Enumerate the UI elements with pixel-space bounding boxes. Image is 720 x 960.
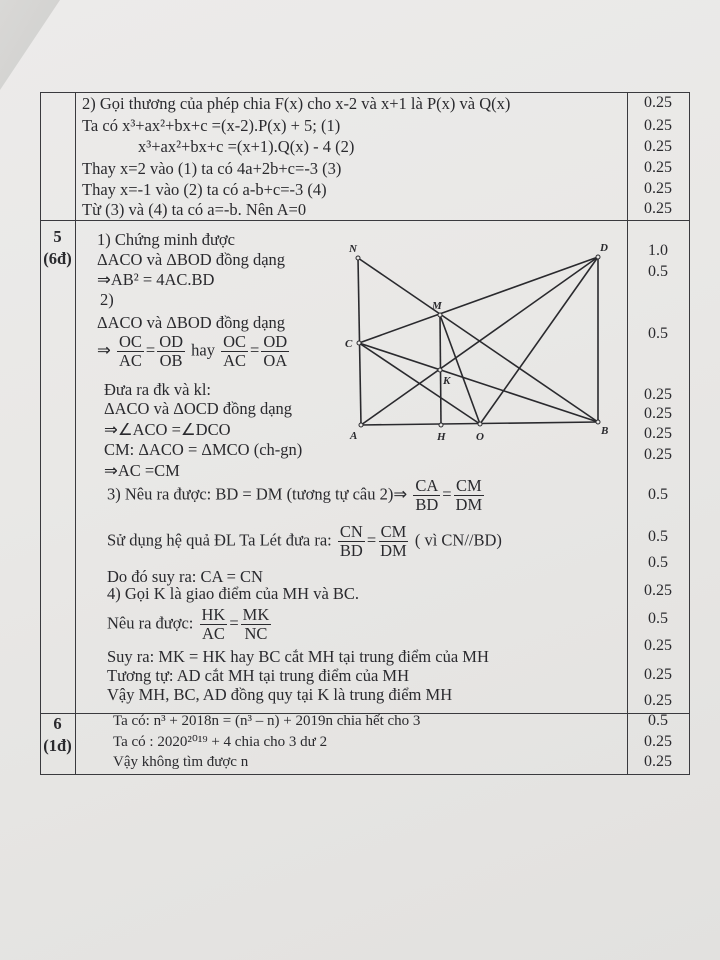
denominator: BD bbox=[339, 541, 363, 560]
text-line: Thay x=2 vào (1) ta có 4a+2b+c=-3 (3) bbox=[82, 159, 342, 178]
point-A bbox=[359, 423, 363, 427]
numerator: HK bbox=[201, 605, 226, 624]
point-C bbox=[357, 341, 361, 345]
text-line: 2) bbox=[100, 290, 114, 309]
equals: = bbox=[366, 530, 377, 550]
segment-MO bbox=[440, 315, 480, 424]
text-line: 1) Chứng minh được bbox=[97, 230, 235, 249]
question-points: (6đ) bbox=[43, 249, 72, 268]
text-line: 4) Gọi K là giao điểm của MH và BC. bbox=[107, 584, 360, 603]
label-B: B bbox=[601, 425, 609, 437]
denominator: OA bbox=[263, 351, 288, 370]
score: 0.5 bbox=[648, 263, 668, 280]
text-line: ⇒∠ACO =∠DCO bbox=[104, 420, 231, 439]
equals: = bbox=[442, 484, 452, 504]
text-line: 2) Gọi thương của phép chia F(x) cho x-2 và x+1 là P(x) và Q(x) bbox=[82, 94, 511, 113]
text-line: Vậy MH, BC, AD đồng quy tại K là trung điểm MH bbox=[107, 685, 453, 704]
label-N: N bbox=[349, 243, 357, 255]
score: 0.25 bbox=[644, 405, 672, 422]
denominator: AC bbox=[223, 351, 247, 370]
label-A: A bbox=[350, 430, 358, 442]
text-line: Từ (3) và (4) ta có a=-b. Nên A=0 bbox=[82, 200, 307, 219]
label-C: C bbox=[345, 338, 353, 350]
numerator: CA bbox=[415, 476, 439, 495]
numerator: OD bbox=[159, 332, 184, 351]
point-O bbox=[478, 422, 482, 426]
text-line: Thay x=-1 vào (2) ta có a-b+c=-3 (4) bbox=[82, 180, 327, 199]
numerator: CM bbox=[456, 476, 482, 495]
text-line: CM: ΔACO = ΔMCO (ch-gn) bbox=[104, 440, 303, 459]
numerator: CN bbox=[339, 522, 363, 541]
score: 0.5 bbox=[648, 712, 668, 729]
score: 0.25 bbox=[644, 637, 672, 654]
numerator: OC bbox=[223, 332, 247, 351]
segment-CB bbox=[359, 343, 598, 422]
equals: = bbox=[250, 340, 260, 360]
score: 0.5 bbox=[648, 554, 668, 571]
text: Nêu ra được: bbox=[107, 613, 194, 633]
conjunction: hay bbox=[191, 340, 215, 360]
point-B bbox=[596, 420, 600, 424]
text-line: Vậy không tìm được n bbox=[113, 754, 249, 770]
segment-CD bbox=[359, 257, 598, 343]
label-K: K bbox=[443, 375, 451, 387]
denominator: AC bbox=[118, 351, 142, 370]
text-line: Ta có: n³ + 2018n = (n³ – n) + 2019n chia hết cho 3 bbox=[113, 713, 421, 729]
point-H bbox=[439, 423, 443, 427]
question-points: (1đ) bbox=[43, 736, 72, 755]
equals: = bbox=[229, 613, 239, 633]
denominator: AC bbox=[201, 624, 225, 643]
text-line: Suy ra: MK = HK hay BC cắt MH tại trung điểm của MH bbox=[107, 647, 489, 666]
text-line: ⇒AC =CM bbox=[104, 461, 180, 480]
score: 0.5 bbox=[648, 528, 668, 545]
score: 0.25 bbox=[644, 692, 672, 709]
numerator: MK bbox=[242, 605, 270, 624]
denominator: BD bbox=[415, 495, 439, 514]
text-line: ΔACO và ΔBOD đồng dạng bbox=[97, 250, 286, 269]
label-H: H bbox=[437, 431, 446, 443]
label-O: O bbox=[476, 431, 484, 443]
text-line: ⇒AB² = 4AC.BD bbox=[97, 270, 215, 289]
text-line: Ta có x³+ax²+bx+c =(x-2).P(x) + 5; (1) bbox=[82, 116, 341, 135]
denominator: NC bbox=[244, 624, 268, 643]
score: 0.25 bbox=[644, 117, 672, 134]
score: 0.5 bbox=[648, 486, 668, 503]
denominator: OB bbox=[159, 351, 183, 370]
text-line: ΔACO và ΔBOD đồng dạng bbox=[97, 313, 286, 332]
denominator: DM bbox=[380, 541, 407, 560]
question-number: 6 bbox=[53, 714, 62, 733]
question-number: 5 bbox=[53, 227, 62, 246]
score: 0.25 bbox=[644, 200, 672, 217]
text: 3) Nêu ra được: BD = DM (tương tự câu 2)⇒ bbox=[107, 484, 408, 504]
text: Sử dụng hệ quả ĐL Ta Lét đưa ra: bbox=[107, 530, 332, 550]
label-D: D bbox=[600, 242, 608, 254]
denominator: DM bbox=[455, 495, 483, 514]
text-line: x³+ax²+bx+c =(x+1).Q(x) - 4 (2) bbox=[138, 137, 355, 156]
score: 0.5 bbox=[648, 325, 668, 342]
note: ( vì CN//BD) bbox=[414, 530, 502, 550]
score: 0.25 bbox=[644, 425, 672, 442]
score: 0.25 bbox=[644, 582, 672, 599]
text-line: Do đó suy ra: CA = CN bbox=[107, 567, 263, 586]
text-line: ΔACO và ΔOCD đồng dạng bbox=[104, 399, 293, 418]
score: 0.25 bbox=[644, 94, 672, 111]
score: 0.25 bbox=[644, 386, 672, 403]
numerator: OD bbox=[263, 332, 288, 351]
point-M bbox=[438, 313, 442, 317]
score: 0.25 bbox=[644, 446, 672, 463]
score: 0.25 bbox=[644, 138, 672, 155]
point-D bbox=[596, 255, 600, 259]
score: 0.25 bbox=[644, 753, 672, 770]
arrow: ⇒ bbox=[97, 340, 111, 360]
equals: = bbox=[145, 340, 156, 360]
score: 1.0 bbox=[648, 242, 668, 259]
score: 0.25 bbox=[644, 180, 672, 197]
score: 0.5 bbox=[648, 610, 668, 627]
text-line: Đưa ra đk và kl: bbox=[104, 380, 211, 399]
segment-OD bbox=[480, 257, 598, 424]
score: 0.25 bbox=[644, 666, 672, 683]
numerator: CM bbox=[380, 522, 407, 541]
score: 0.25 bbox=[644, 733, 672, 750]
point-K bbox=[438, 368, 442, 372]
numerator: OC bbox=[118, 332, 142, 351]
point-N bbox=[356, 256, 360, 260]
score: 0.25 bbox=[644, 159, 672, 176]
text-line: Tương tự: AD cắt MH tại trung điểm của MH bbox=[107, 666, 410, 685]
label-M: M bbox=[432, 300, 442, 312]
text-line: Ta có : 2020²⁰¹⁹ + 4 chia cho 3 dư 2 bbox=[113, 734, 328, 750]
segment-AD bbox=[361, 257, 598, 425]
